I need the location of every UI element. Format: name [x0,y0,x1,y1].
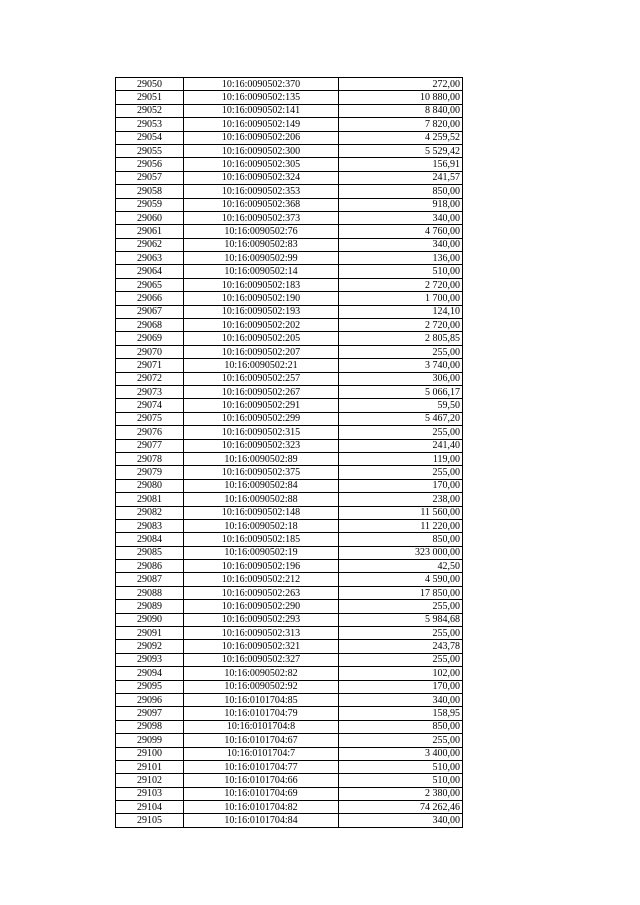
cadastral-number-cell: 10:16:0090502:149 [184,118,339,131]
row-number-cell: 29056 [116,158,184,171]
value-cell: 238,00 [339,493,463,506]
value-cell: 918,00 [339,198,463,211]
cadastral-number-cell: 10:16:0101704:66 [184,774,339,787]
row-number-cell: 29064 [116,265,184,278]
cadastral-number-cell: 10:16:0090502:368 [184,198,339,211]
value-cell: 255,00 [339,345,463,358]
value-cell: 241,40 [339,439,463,452]
row-number-cell: 29091 [116,627,184,640]
cadastral-number-cell: 10:16:0090502:205 [184,332,339,345]
cadastral-number-cell: 10:16:0090502:324 [184,171,339,184]
table-row [116,519,463,532]
value-cell: 158,95 [339,707,463,720]
cadastral-number-cell: 10:16:0101704:67 [184,734,339,747]
value-cell: 119,00 [339,452,463,465]
row-number-cell: 29063 [116,252,184,265]
value-cell: 850,00 [339,720,463,733]
value-cell: 272,00 [339,78,463,91]
table-row [116,332,463,345]
row-number-cell: 29050 [116,78,184,91]
value-cell: 340,00 [339,814,463,827]
cadastral-number-cell: 10:16:0090502:373 [184,211,339,224]
table-row [116,493,463,506]
value-cell: 340,00 [339,211,463,224]
value-cell: 4 259,52 [339,131,463,144]
cadastral-number-cell: 10:16:0090502:315 [184,426,339,439]
value-cell: 124,10 [339,305,463,318]
table-row [116,171,463,184]
cadastral-number-cell: 10:16:0090502:267 [184,385,339,398]
table-row [116,439,463,452]
cadastral-number-cell: 10:16:0090502:89 [184,452,339,465]
value-cell: 1 700,00 [339,292,463,305]
cadastral-number-cell: 10:16:0090502:92 [184,680,339,693]
table-row [116,238,463,251]
row-number-cell: 29090 [116,613,184,626]
table-row [116,640,463,653]
value-cell: 7 820,00 [339,118,463,131]
table-row [116,131,463,144]
value-cell: 3 740,00 [339,359,463,372]
table-row [116,292,463,305]
value-cell: 255,00 [339,466,463,479]
cadastral-number-cell: 10:16:0101704:85 [184,693,339,706]
row-number-cell: 29097 [116,707,184,720]
value-cell: 2 380,00 [339,787,463,800]
cadastral-number-cell: 10:16:0090502:353 [184,185,339,198]
value-cell: 241,57 [339,171,463,184]
table-row [116,801,463,814]
value-cell: 156,91 [339,158,463,171]
row-number-cell: 29071 [116,359,184,372]
row-number-cell: 29052 [116,104,184,117]
value-cell: 340,00 [339,238,463,251]
cadastral-number-cell: 10:16:0090502:21 [184,359,339,372]
table-row [116,385,463,398]
row-number-cell: 29059 [116,198,184,211]
row-number-cell: 29053 [116,118,184,131]
row-number-cell: 29094 [116,667,184,680]
cadastral-number-cell: 10:16:0090502:196 [184,560,339,573]
row-number-cell: 29072 [116,372,184,385]
cadastral-number-cell: 10:16:0101704:77 [184,760,339,773]
cadastral-number-cell: 10:16:0090502:291 [184,399,339,412]
cadastral-number-cell: 10:16:0090502:290 [184,600,339,613]
row-number-cell: 29079 [116,466,184,479]
cadastral-number-cell: 10:16:0090502:99 [184,252,339,265]
row-number-cell: 29057 [116,171,184,184]
table-row [116,747,463,760]
table-row [116,158,463,171]
row-number-cell: 29073 [116,385,184,398]
row-number-cell: 29062 [116,238,184,251]
row-number-cell: 29085 [116,546,184,559]
table-row [116,91,463,104]
row-number-cell: 29083 [116,519,184,532]
cadastral-number-cell: 10:16:0090502:190 [184,292,339,305]
cadastral-number-cell: 10:16:0090502:88 [184,493,339,506]
row-number-cell: 29105 [116,814,184,827]
row-number-cell: 29075 [116,412,184,425]
row-number-cell: 29080 [116,479,184,492]
table-row [116,479,463,492]
table-row [116,104,463,117]
row-number-cell: 29061 [116,225,184,238]
table-row [116,667,463,680]
table-row [116,693,463,706]
table-row [116,372,463,385]
row-number-cell: 29077 [116,439,184,452]
value-cell: 255,00 [339,627,463,640]
table-row [116,426,463,439]
row-number-cell: 29103 [116,787,184,800]
row-number-cell: 29095 [116,680,184,693]
row-number-cell: 29087 [116,573,184,586]
row-number-cell: 29060 [116,211,184,224]
value-cell: 510,00 [339,774,463,787]
table-row [116,198,463,211]
row-number-cell: 29093 [116,653,184,666]
row-number-cell: 29092 [116,640,184,653]
row-number-cell: 29058 [116,185,184,198]
value-cell: 4 760,00 [339,225,463,238]
value-cell: 3 400,00 [339,747,463,760]
value-cell: 59,50 [339,399,463,412]
row-number-cell: 29082 [116,506,184,519]
row-number-cell: 29055 [116,144,184,157]
cadastral-number-cell: 10:16:0090502:206 [184,131,339,144]
table-row [116,573,463,586]
cadastral-number-cell: 10:16:0090502:18 [184,519,339,532]
value-cell: 340,00 [339,693,463,706]
table-row [116,319,463,332]
value-cell: 850,00 [339,185,463,198]
cadastral-number-cell: 10:16:0101704:82 [184,801,339,814]
row-number-cell: 29066 [116,292,184,305]
table-row [116,720,463,733]
cadastral-number-cell: 10:16:0090502:257 [184,372,339,385]
cadastral-number-cell: 10:16:0090502:293 [184,613,339,626]
cadastral-value-table [115,77,463,828]
table-row [116,600,463,613]
row-number-cell: 29068 [116,319,184,332]
row-number-cell: 29069 [116,332,184,345]
table-row [116,345,463,358]
table-row [116,265,463,278]
row-number-cell: 29078 [116,452,184,465]
value-cell: 2 720,00 [339,278,463,291]
cadastral-number-cell: 10:16:0090502:135 [184,91,339,104]
row-number-cell: 29100 [116,747,184,760]
value-cell: 255,00 [339,426,463,439]
row-number-cell: 29081 [116,493,184,506]
table-row [116,774,463,787]
table-row [116,653,463,666]
cadastral-number-cell: 10:16:0090502:84 [184,479,339,492]
value-cell: 510,00 [339,265,463,278]
value-cell: 306,00 [339,372,463,385]
table-row [116,305,463,318]
table-row [116,466,463,479]
value-cell: 136,00 [339,252,463,265]
value-cell: 17 850,00 [339,586,463,599]
cadastral-number-cell: 10:16:0090502:141 [184,104,339,117]
cadastral-number-cell: 10:16:0090502:300 [184,144,339,157]
value-cell: 42,50 [339,560,463,573]
row-number-cell: 29096 [116,693,184,706]
value-cell: 170,00 [339,680,463,693]
cadastral-number-cell: 10:16:0090502:19 [184,546,339,559]
cadastral-number-cell: 10:16:0101704:7 [184,747,339,760]
table-row [116,546,463,559]
value-cell: 2 720,00 [339,319,463,332]
value-cell: 8 840,00 [339,104,463,117]
value-cell: 11 220,00 [339,519,463,532]
table-body [116,78,463,828]
value-cell: 11 560,00 [339,506,463,519]
row-number-cell: 29074 [116,399,184,412]
row-number-cell: 29067 [116,305,184,318]
table-row [116,680,463,693]
value-cell: 5 529,42 [339,144,463,157]
table-row [116,787,463,800]
cadastral-number-cell: 10:16:0090502:207 [184,345,339,358]
row-number-cell: 29086 [116,560,184,573]
cadastral-number-cell: 10:16:0090502:263 [184,586,339,599]
value-cell: 255,00 [339,600,463,613]
row-number-cell: 29076 [116,426,184,439]
cadastral-number-cell: 10:16:0090502:305 [184,158,339,171]
table-row [116,586,463,599]
table-row [116,185,463,198]
cadastral-number-cell: 10:16:0090502:148 [184,506,339,519]
cadastral-number-cell: 10:16:0090502:327 [184,653,339,666]
table-row [116,399,463,412]
value-cell: 2 805,85 [339,332,463,345]
value-cell: 323 000,00 [339,546,463,559]
table-row [116,252,463,265]
row-number-cell: 29101 [116,760,184,773]
cadastral-number-cell: 10:16:0090502:76 [184,225,339,238]
table-row [116,359,463,372]
row-number-cell: 29051 [116,91,184,104]
cadastral-number-cell: 10:16:0090502:193 [184,305,339,318]
table-row [116,613,463,626]
cadastral-number-cell: 10:16:0090502:183 [184,278,339,291]
value-cell: 5 984,68 [339,613,463,626]
table-row [116,533,463,546]
cadastral-number-cell: 10:16:0090502:212 [184,573,339,586]
cadastral-number-cell: 10:16:0090502:375 [184,466,339,479]
value-cell: 5 066,17 [339,385,463,398]
table-row [116,814,463,827]
cadastral-number-cell: 10:16:0101704:69 [184,787,339,800]
row-number-cell: 29084 [116,533,184,546]
row-number-cell: 29104 [116,801,184,814]
table-row [116,506,463,519]
cadastral-number-cell: 10:16:0090502:321 [184,640,339,653]
table-row [116,78,463,91]
value-cell: 4 590,00 [339,573,463,586]
cadastral-number-cell: 10:16:0090502:14 [184,265,339,278]
row-number-cell: 29088 [116,586,184,599]
cadastral-number-cell: 10:16:0101704:8 [184,720,339,733]
cadastral-number-cell: 10:16:0101704:79 [184,707,339,720]
value-cell: 170,00 [339,479,463,492]
cadastral-number-cell: 10:16:0090502:185 [184,533,339,546]
row-number-cell: 29102 [116,774,184,787]
cadastral-number-cell: 10:16:0090502:299 [184,412,339,425]
table-row [116,144,463,157]
value-cell: 510,00 [339,760,463,773]
table-row [116,412,463,425]
table-row [116,760,463,773]
value-cell: 74 262,46 [339,801,463,814]
table-row [116,118,463,131]
cadastral-number-cell: 10:16:0090502:370 [184,78,339,91]
cadastral-number-cell: 10:16:0090502:202 [184,319,339,332]
table-row [116,211,463,224]
row-number-cell: 29098 [116,720,184,733]
table-row [116,707,463,720]
table-row [116,452,463,465]
row-number-cell: 29089 [116,600,184,613]
cadastral-number-cell: 10:16:0090502:82 [184,667,339,680]
cadastral-number-cell: 10:16:0090502:83 [184,238,339,251]
table-row [116,734,463,747]
value-cell: 5 467,20 [339,412,463,425]
value-cell: 255,00 [339,653,463,666]
cadastral-number-cell: 10:16:0090502:313 [184,627,339,640]
cadastral-number-cell: 10:16:0101704:84 [184,814,339,827]
cadastral-number-cell: 10:16:0090502:323 [184,439,339,452]
table-row [116,225,463,238]
table-row [116,627,463,640]
value-cell: 255,00 [339,734,463,747]
table-row [116,278,463,291]
value-cell: 243,78 [339,640,463,653]
row-number-cell: 29054 [116,131,184,144]
row-number-cell: 29099 [116,734,184,747]
value-cell: 850,00 [339,533,463,546]
row-number-cell: 29070 [116,345,184,358]
table-row [116,560,463,573]
row-number-cell: 29065 [116,278,184,291]
value-cell: 10 880,00 [339,91,463,104]
value-cell: 102,00 [339,667,463,680]
